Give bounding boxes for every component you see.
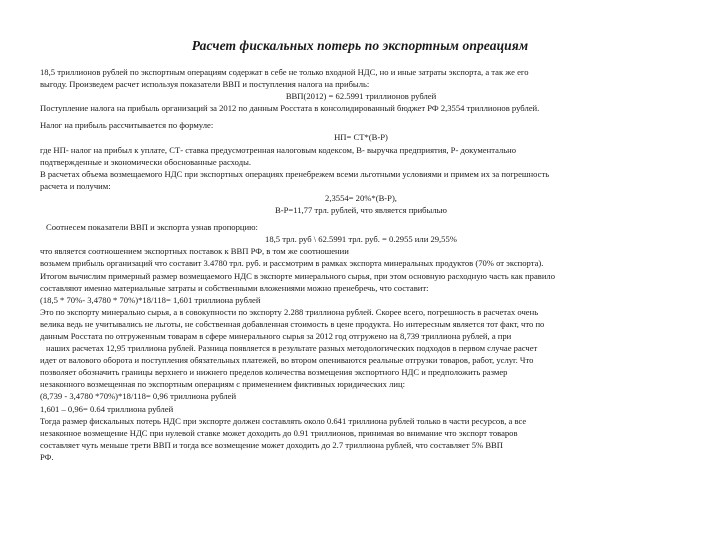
text-line: наших расчетах 12,95 триллиона рублей. Разница появляется в результате разных методологических подходов в первом случае расчет [46, 343, 538, 354]
text-line: РФ. [40, 451, 54, 462]
text-line: идет от валового оборота и поступления обязательных платежей, во втором опениваются реальные отгрузки товаров, работ, услуг. Что [40, 355, 534, 366]
document-body [40, 66, 682, 463]
formula-line: НП= СТ*(В-Р) [334, 132, 388, 143]
formula-line: 18,5 трл. руб \ 62.5991 трл. руб. = 0.2955 или 29,55% [265, 234, 457, 245]
text-line: выгоду. Произведем расчет используя показатели ВВП и поступления налога на прибыль: [40, 79, 370, 90]
page-title: Расчет фискальных потерь по экспортным опреациям [191, 38, 529, 53]
text-line: Соотнесем показатели ВВП и экспорта узнав пропорцию: [46, 222, 258, 233]
text-line: 18,5 триллионов рублей по экспортным операциям содержат в себе не только входной НДС, но и иные затраты экспорта, а так же его [40, 67, 529, 77]
formula-line: (8,739 - 3,4780 *70%)*18/118= 0,96 триллиона рублей [40, 391, 237, 402]
text-line: велика ведь не учитывались не льготы, не собственная добавленная стоимость в цене продукта. Но интересным является тот факт, что по [40, 318, 545, 329]
text-line: данным Росстата по отгруженным товарам в сфере минерального сырья за 2012 год отгружено на 8,739 триллиона рублей, а при [40, 330, 512, 341]
text-line: расчета и получим: [40, 180, 111, 191]
text-line: незаконного возмещенная по экспортным операциям с применением фиктивных юридических лиц: [40, 379, 405, 390]
text-line: составляет чуть меньше трети ВВП и тогда все возмещение может доходить до 2.7 триллиона рублей, что составляет 5% ВВП [40, 439, 503, 450]
text-line: Налог на прибыль рассчитывается по формуле: [40, 120, 214, 131]
text-line: Это по экспорту минерально сырья, а в совокупности по экспорту 2.288 триллиона рублей. Скорее всего, погрешность в расчетах очень [40, 306, 539, 317]
formula-line: (18,5 * 70%- 3,4780 * 70%)*18/118= 1,601 триллиона рублей [40, 294, 261, 305]
text-line: Поступление налога на прибыль организаций за 2012 по данным Росстата в консолидированный бюджет РФ 2,3554 триллионов рублей. [40, 103, 540, 114]
formula-line: 1,601 – 0,96= 0.64 триллиона рублей [40, 403, 174, 414]
text-line: составляют именно материальные затраты и собственными вложениями можно пренебречь, что составит: [40, 282, 429, 293]
text-line: В расчетах объема возмещаемого НДС при экспортных операциях пренебрежем всеми льготными условиями и примем их за погрешность [40, 168, 550, 179]
formula-line: 2,3554= 20%*(В-Р), [325, 192, 397, 203]
text-line: подтвержденные и экономически обоснованные расходы. [40, 156, 251, 167]
text-line: возьмем прибыль организаций что составит 3.4780 трл. руб. и рассмотрим в рамках экспорта минеральных продуктов (70% от экспорта). [40, 258, 544, 269]
text-line: где НП- налог на прибыл к уплате, СТ- ставка предусмотренная налоговым кодексом, В- выручка предприятия, Р- документально [40, 144, 517, 155]
text-line: что является соотношением экспортных поставок к ВВП РФ, в том же соотношении [40, 246, 349, 257]
formula-line: В-Р=11,77 трл. рублей, что является прибылью [275, 205, 447, 216]
text-line: позволяет обозначить границы верхнего и нижнего пределов количества возмещения экспортного НДС и предположить размер [40, 367, 508, 378]
formula-line: ВВП(2012) = 62.5991 триллионов рублей [285, 91, 437, 102]
text-line: Тогда размер фискальных потерь НДС при экспорте должен составлять около 0.641 триллиона рублей только в части ресурсов, а все [40, 415, 527, 426]
text-line: незаконное возмещение НДС при нулевой ставке может доходить до 0.91 триллионов, принимая во внимание что экспорт товаров [40, 427, 518, 438]
text-line: Итогом вычислим примерный размер возмещаемого НДС в экспорте минерального сырья, при этом основную расходную часть как правило [40, 270, 556, 281]
